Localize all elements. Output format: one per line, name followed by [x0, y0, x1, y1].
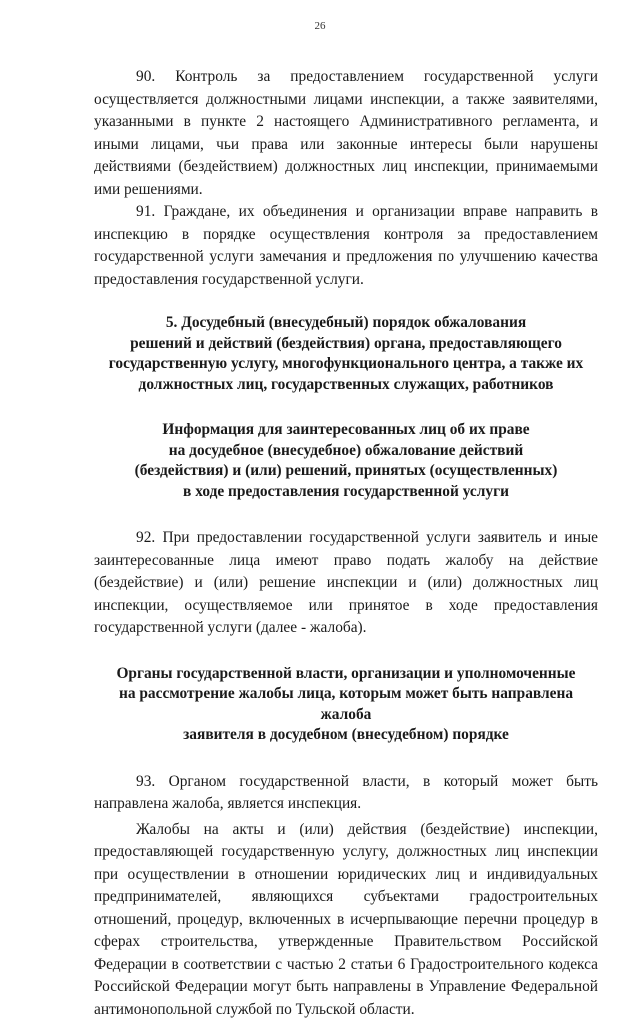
- heading-line: 5. Досудебный (внесудебный) порядок обжалования: [166, 314, 526, 331]
- document-body: [94, 66, 598, 1021]
- heading-line: решений и действий (бездействия) органа, предоставляющего: [130, 335, 562, 352]
- heading-line: в ходе предоставления государственной услуги: [183, 483, 509, 500]
- paragraph-93: 93. Органом государственной власти, в который может быть направлена жалоба, является инспекция.: [94, 771, 598, 816]
- heading-line: заявителя в досудебном (внесудебном) порядке: [183, 726, 509, 743]
- heading-line: (бездействия) и (или) решений, принятых (осуществленных): [135, 462, 558, 479]
- paragraph-92: 92. При предоставлении государственной услуги заявитель и иные заинтересованные лица имеют право подать жалобу на действие (бездействие) и (или) решение инспекции и (или) должностных лиц инспекции, осуществляемое или принятое в ходе предоставления государственной услуги (далее - жалоба).: [94, 527, 598, 640]
- heading-line: должностных лиц, государственных служащих, работников: [139, 376, 554, 393]
- heading-line: на рассмотрение жалобы лица, которым может быть направлена жалоба: [119, 685, 573, 723]
- organs-subheading: [94, 664, 598, 746]
- page-number: 26: [0, 20, 640, 32]
- heading-line: Органы государственной власти, организации и уполномоченные: [116, 665, 575, 682]
- heading-line: на досудебное (внесудебное) обжалование действий: [169, 442, 523, 459]
- heading-line: Информация для заинтересованных лиц об их праве: [162, 421, 529, 438]
- heading-line: государственную услугу, многофункционального центра, а также их: [109, 355, 583, 372]
- section-5-heading: [94, 313, 598, 395]
- info-subheading: [94, 420, 598, 502]
- paragraph-91: 91. Граждане, их объединения и организации вправе направить в инспекцию в порядке осуществления контроля за предоставлением государственной услуги замечания и предложения по улучшению качества предоставления государственной услуги.: [94, 201, 598, 291]
- paragraph-93-continuation: Жалобы на акты и (или) действия (бездействие) инспекции, предоставляющей государственную услугу, должностных лиц инспекции при осуществлении в отношении юридических лиц и индивидуальных предпринимателей, являющихся субъектами градостроительных отношений, процедур, включенных в исчерпывающие перечни процедур в сферах строительства, утвержденные Правительством Российской Федерации в соответствии с частью 2 статьи 6 Градостроительного кодекса Российской Федерации могут быть направлены в Управление Федеральной антимонопольной службой по Тульской области.: [94, 819, 598, 1021]
- paragraph-90: 90. Контроль за предоставлением государственной услуги осуществляется должностными лицами инспекции, а также заявителями, указанными в пункте 2 настоящего Административного регламента, и иными лицами, чьи права или законные интересы были нарушены действиями (бездействием) должностных лиц инспекции, принимаемыми ими решениями.: [94, 66, 598, 201]
